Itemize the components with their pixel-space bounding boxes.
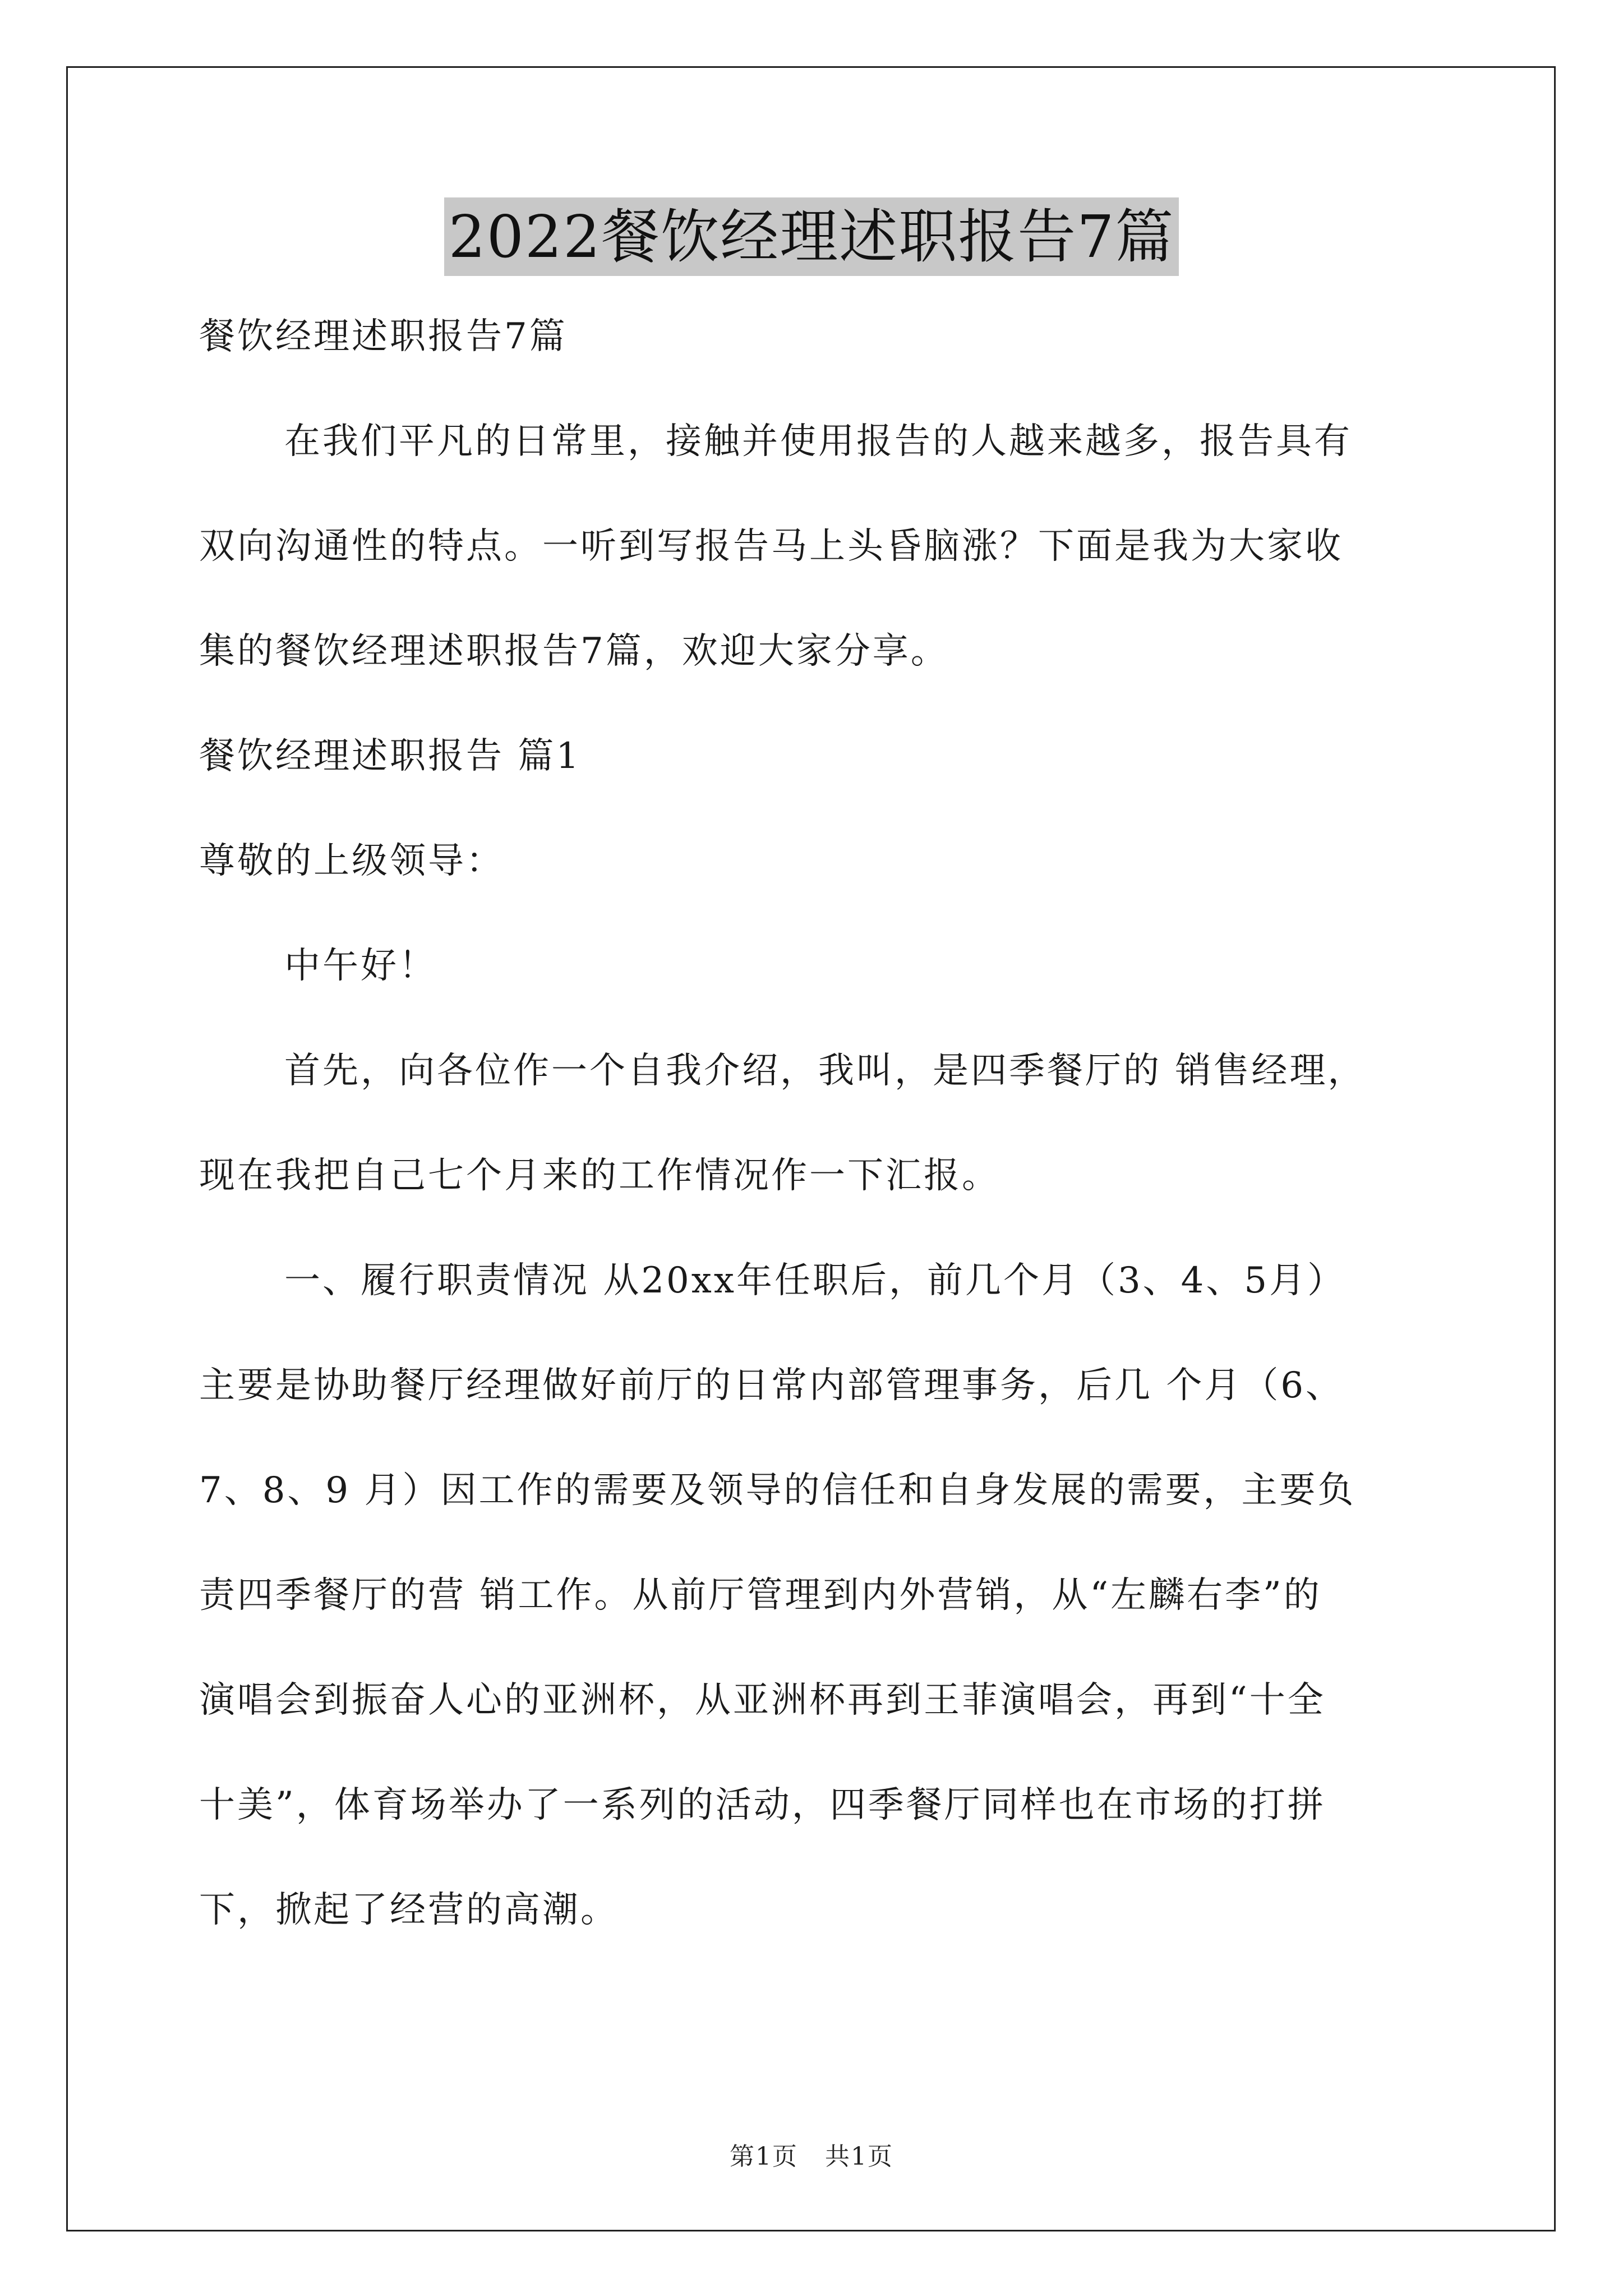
- paragraph-line: 集的餐饮经理述职报告7篇，欢迎大家分享。: [199, 631, 949, 672]
- paragraph-line: 演唱会到振奋人心的亚洲杯，从亚洲杯再到王菲演唱会，再到“十全: [199, 1680, 1326, 1721]
- page-total: 共1页: [824, 2142, 893, 2171]
- paragraph-line: 一、履行职责情况 从20xx年任职后，前几个月（3、4、5月）: [284, 1260, 1346, 1301]
- document-title: 2022餐饮经理述职报告7篇: [444, 197, 1179, 276]
- paragraph-line: 7、8、9 月）因工作的需要及领导的信任和自身发展的需要，主要负: [199, 1470, 1356, 1511]
- title-container: [0, 197, 1623, 276]
- paragraph-line: 尊敬的上级领导：: [199, 840, 504, 882]
- paragraph-line: 双向沟通性的特点。一听到写报告马上头昏脑涨？下面是我为大家收: [199, 526, 1343, 567]
- paragraph-line: 主要是协助餐厅经理做好前厅的日常内部管理事务，后几 个月（6、: [199, 1365, 1344, 1406]
- paragraph-line: 下，掀起了经营的高潮。: [199, 1889, 619, 1931]
- page-number: 第1页: [730, 2142, 799, 2171]
- paragraph-line: 中午好！: [284, 945, 437, 987]
- paragraph-line: 责四季餐厅的营 销工作。从前厅管理到内外营销，从“左麟右李”的: [199, 1575, 1322, 1616]
- paragraph-line: 餐饮经理述职报告 篇1: [199, 735, 582, 777]
- document-body: [199, 310, 1433, 1988]
- paragraph-line: 十美”，体育场举办了一系列的活动，四季餐厅同样也在市场的打拼: [199, 1784, 1326, 1826]
- paragraph-line: 首先，向各位作一个自我介绍，我叫，是四季餐厅的 销售经理，: [284, 1050, 1366, 1092]
- paragraph-line: 餐饮经理述职报告7篇: [199, 316, 568, 357]
- paragraph-line: 在我们平凡的日常里，接触并使用报告的人越来越多，报告具有: [284, 421, 1352, 462]
- page-footer: [0, 2136, 1623, 2172]
- paragraph-line: 现在我把自己七个月来的工作情况作一下汇报。: [199, 1155, 1000, 1197]
